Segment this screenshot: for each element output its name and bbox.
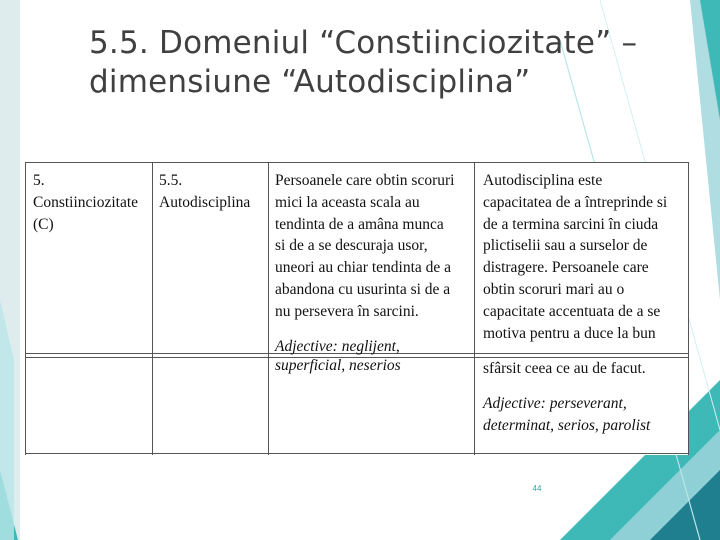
slide-title [89,24,689,102]
cell-low-score-adjectives [275,337,401,375]
cell-line: plictiselii sau a surselor de [483,237,648,255]
cell-dimension [159,170,250,214]
table-border [25,453,689,454]
cell-line: motiva pentru a duce la bun [483,324,656,342]
cell-line: determinat, serios, parolist [483,416,651,434]
cell-line: mici la aceasta scala au [275,193,420,211]
table-border [152,162,153,455]
cell-definition-continued [483,358,646,380]
cell-high-score-adjectives [483,393,650,437]
cell-line: abandona cu usurinta si de a [275,280,451,298]
page-number: 44 [532,484,542,493]
cell-line: tendinta de a amâna munca [275,215,444,233]
cell-line: Adjective: perseverant, [483,395,627,412]
cell-line: Adjective: neglijent, [275,338,400,355]
cell-line: obtin scoruri mari au o [483,280,625,298]
table-border [474,162,475,455]
cell-line: sfârsit ceea ce au de facut. [483,360,646,377]
cell-line: distragere. Persoanele care [483,259,649,277]
cell-line: 5. [33,172,45,189]
table-border [25,162,689,163]
cell-line: nu persevera în sarcini. [275,302,419,320]
cell-line: (C) [33,215,54,233]
cell-line: 5.5. [159,172,183,189]
cell-line: de a termina sarcini în ciuda [483,215,659,233]
cell-low-score-description [275,170,454,323]
cell-line: superficial, neserios [275,357,401,374]
cell-domain [33,170,138,235]
cell-line: capacitate accentuata de a se [483,302,661,320]
cell-line: Constiinciozitate [33,193,139,211]
cell-line: Autodisciplina [159,193,251,211]
cell-line: Autodisciplina este [483,172,603,189]
table-border [25,162,26,455]
table-border [688,162,689,455]
cell-line: si de a se descuraja usor, [275,237,428,255]
table-image [25,162,689,455]
cell-line: Persoanele care obtin scoruri [275,172,455,189]
cell-line: uneori au chiar tendinta de a [275,259,452,277]
title-line-2: dimensiune “Autodisciplina” [89,64,531,100]
cell-line: capacitatea de a întreprinde si [483,193,668,211]
title-line-1: 5.5. Domeniul “Constiinciozitate” – [89,25,638,61]
table-border [268,162,269,455]
cell-definition [483,170,667,344]
